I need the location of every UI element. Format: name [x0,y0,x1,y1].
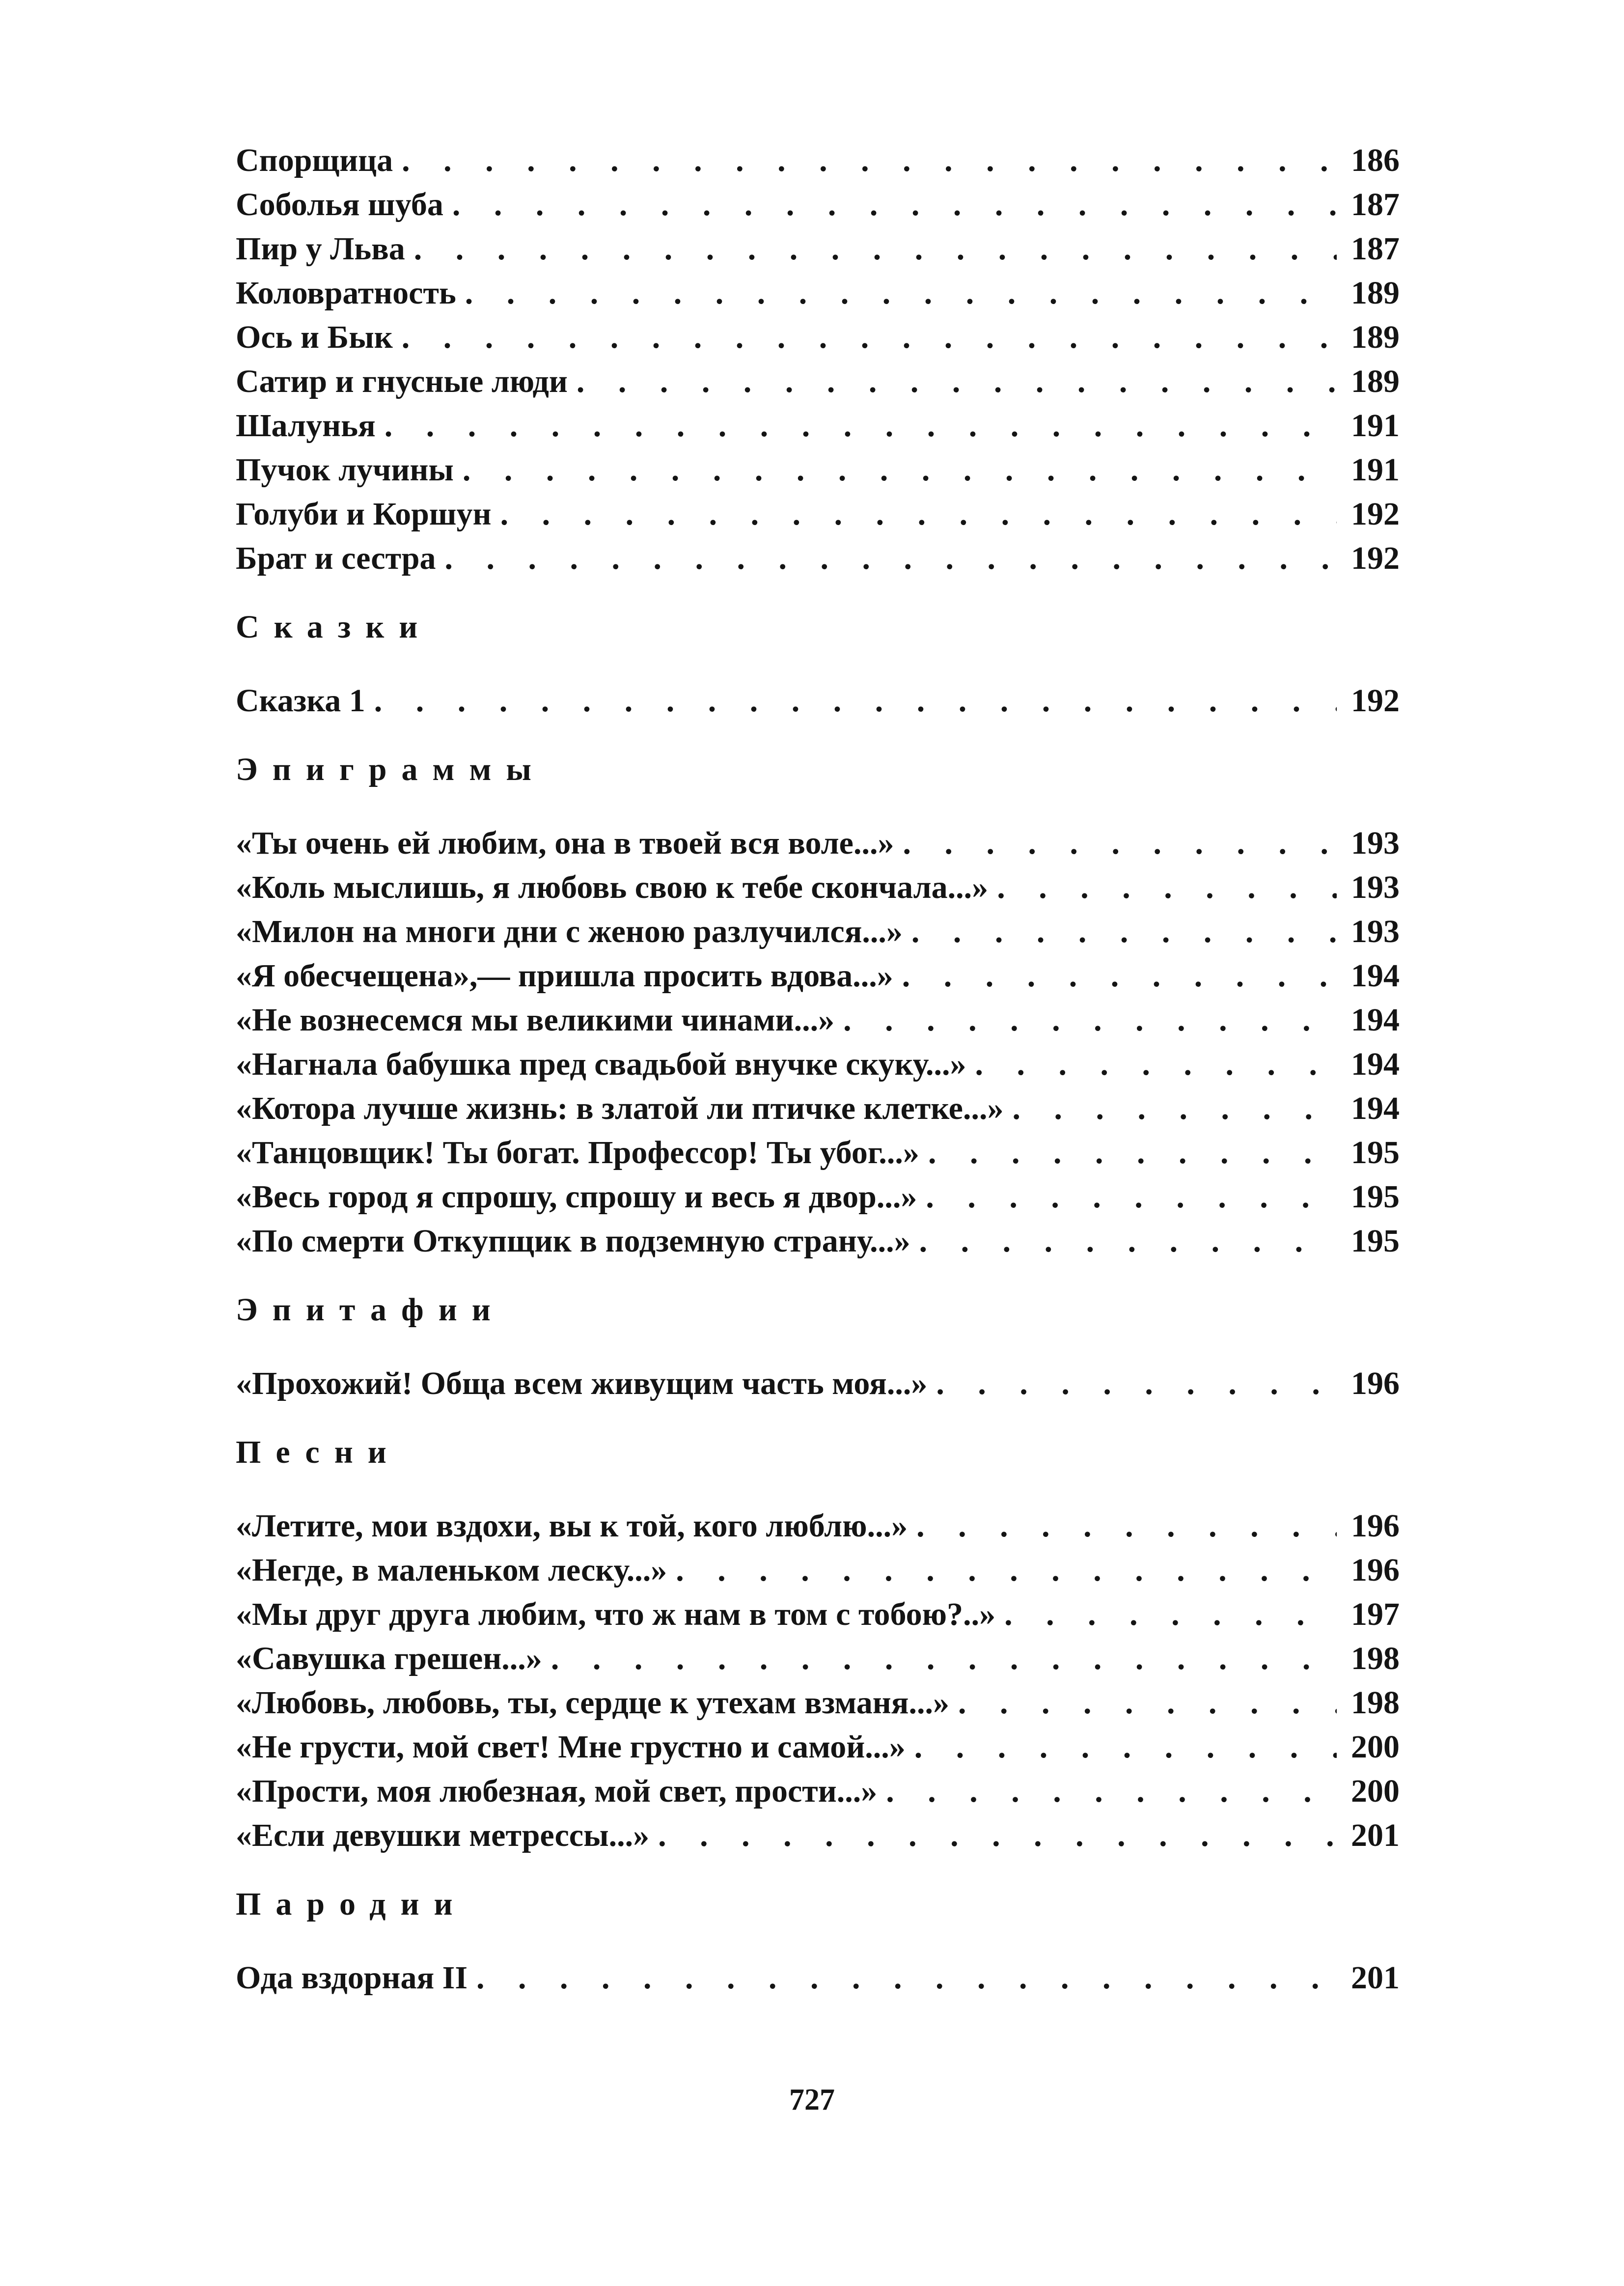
toc-section-epitafii [236,1288,1400,1406]
dot-leader [577,360,1337,404]
toc-entry [236,492,1400,536]
page-number: 727 [789,2083,835,2117]
dot-leader [911,910,1337,954]
toc-entry [236,360,1400,404]
toc-entry [236,1175,1400,1219]
table-of-contents [236,139,1400,2000]
toc-entry-title: «Нагнала бабушка пред свадьбой внучке скуку...» [236,1046,966,1082]
dot-leader [676,1548,1337,1592]
toc-entry [236,448,1400,492]
toc-entry-page: 196 [1351,1552,1400,1588]
toc-entry-page: 196 [1351,1508,1400,1544]
toc-entry-page: 189 [1351,319,1400,355]
toc-entry [236,1813,1400,1858]
toc-entry-page: 191 [1351,408,1400,444]
dot-leader [385,404,1337,448]
toc-entry-title: «Не грусти, мой свет! Мне грустно и самой...» [236,1729,906,1765]
toc-entry [236,536,1400,581]
toc-entry-page: 187 [1351,231,1400,267]
dot-leader [928,1131,1337,1175]
toc-entry-title: «Летите, мои вздохи, вы к той, кого люблю...» [236,1508,908,1544]
toc-section-epigrammy [236,748,1400,1263]
toc-entry-title: Ось и Бык [236,319,393,355]
toc-entry-title: Ода вздорная II [236,1960,468,1996]
toc-entry-title: Сказка 1 [236,683,365,719]
toc-entry [236,821,1400,865]
toc-entry [236,679,1400,723]
toc-entry-page: 189 [1351,363,1400,399]
dot-leader [500,492,1337,536]
dot-leader [1012,1087,1337,1131]
toc-entry-page: 198 [1351,1685,1400,1721]
toc-entry-title: «Савушка грешен...» [236,1641,542,1676]
toc-entry-title: «Коль мыслишь, я любовь свою к тебе скончала...» [236,869,989,905]
toc-entry-page: 201 [1351,1817,1400,1853]
toc-entry [236,1131,1400,1175]
toc-entry-page: 195 [1351,1223,1400,1259]
dot-leader [476,1956,1337,2000]
toc-entry-title: «По смерти Откупщик в подземную страну...» [236,1223,910,1259]
toc-entry-page: 193 [1351,914,1400,949]
toc-entry-page: 201 [1351,1960,1400,1996]
dot-leader [914,1725,1337,1769]
dot-leader [465,271,1337,315]
toc-entry [236,315,1400,360]
toc-entry-title: Брат и сестра [236,540,436,576]
toc-entry-page: 194 [1351,1046,1400,1082]
toc-entry-title: Соболья шуба [236,187,443,223]
toc-entry [236,183,1400,227]
dot-leader [903,821,1337,865]
dot-leader [414,227,1337,271]
toc-entry-page: 186 [1351,142,1400,178]
toc-entry [236,227,1400,271]
toc-entry [236,1548,1400,1592]
toc-entry-title: Голуби и Коршун [236,496,492,532]
toc-entry-title: Шалунья [236,408,376,444]
toc-entry [236,139,1400,183]
toc-entry-title: Коловратность [236,275,456,311]
toc-entry-title: «Мы друг друга любим, что ж нам в том с тобою?..» [236,1596,996,1632]
dot-leader [1004,1592,1337,1637]
toc-entry-page: 192 [1351,496,1400,532]
toc-entry-page: 194 [1351,1002,1400,1038]
toc-entry-page: 198 [1351,1641,1400,1676]
toc-entry [236,1725,1400,1769]
dot-leader [958,1681,1337,1725]
toc-entry-page: 189 [1351,275,1400,311]
dot-leader [997,865,1337,910]
dot-leader [926,1175,1337,1219]
section-heading: Пародии [236,1886,468,1922]
toc-entry-page: 194 [1351,958,1400,994]
toc-entry-page: 200 [1351,1773,1400,1809]
toc-entry-page: 191 [1351,452,1400,488]
toc-entry-title: «Не вознесемся мы великими чинами...» [236,1002,835,1038]
toc-entry [236,865,1400,910]
toc-entry [236,1362,1400,1406]
toc-section-pesni [236,1430,1400,1858]
toc-entry-page: 192 [1351,540,1400,576]
toc-entry [236,1504,1400,1548]
toc-entry-title: «Если девушки метрессы...» [236,1817,650,1853]
toc-entry-page: 187 [1351,187,1400,223]
dot-leader [916,1504,1337,1548]
toc-entry-title: Сатир и гнусные люди [236,363,568,399]
toc-entry-title: «Милон на многи дни с женою разлучился...» [236,914,903,949]
dot-leader [936,1362,1337,1406]
toc-entry-page: 193 [1351,825,1400,861]
toc-entry-title: «Прохожий! Обща всем живущим часть моя...» [236,1366,928,1401]
toc-entry [236,1219,1400,1263]
toc-section-continued [236,139,1400,581]
toc-entry-title: «Котора лучше жизнь: в златой ли птичке клетке...» [236,1090,1004,1126]
toc-entry [236,1042,1400,1087]
toc-entry-page: 195 [1351,1179,1400,1215]
dot-leader [402,139,1337,183]
dot-leader [843,998,1337,1042]
toc-entry-page: 195 [1351,1135,1400,1171]
toc-entry [236,1087,1400,1131]
toc-entry-title: «Танцовщик! Ты богат. Профессор! Ты убог...» [236,1135,919,1171]
toc-section-skazki [236,605,1400,723]
dot-leader [463,448,1337,492]
dot-leader [902,954,1337,998]
toc-entry-page: 193 [1351,869,1400,905]
toc-entry-title: «Весь город я спрошу, спрошу и весь я двор...» [236,1179,917,1215]
toc-entry [236,404,1400,448]
dot-leader [445,536,1337,581]
dot-leader [374,679,1337,723]
toc-entry-page: 192 [1351,683,1400,719]
dot-leader [402,315,1337,360]
dot-leader [452,183,1337,227]
section-heading: Эпиграммы [236,752,546,787]
section-heading: Эпитафии [236,1292,505,1328]
toc-entry [236,1956,1400,2000]
toc-entry [236,954,1400,998]
toc-entry-title: «Любовь, любовь, ты, сердце к утехам взманя...» [236,1685,949,1721]
toc-entry [236,1769,1400,1813]
toc-entry-title: «Негде, в маленьком леску...» [236,1552,667,1588]
dot-leader [551,1637,1337,1681]
toc-entry-page: 196 [1351,1366,1400,1401]
toc-entry [236,910,1400,954]
dot-leader [658,1813,1337,1858]
toc-entry [236,1681,1400,1725]
toc-entry [236,1592,1400,1637]
dot-leader [919,1219,1337,1263]
section-heading: Сказки [236,609,433,645]
dot-leader [886,1769,1337,1813]
toc-entry [236,998,1400,1042]
toc-entry-title: Спорщица [236,142,393,178]
toc-entry-title: «Ты очень ей любим, она в твоей вся воле...» [236,825,894,861]
dot-leader [975,1042,1337,1087]
section-heading: Песни [236,1434,401,1470]
toc-entry-title: «Прости, моя любезная, мой свет, прости...» [236,1773,878,1809]
toc-entry-page: 194 [1351,1090,1400,1126]
toc-entry [236,1637,1400,1681]
toc-entry [236,271,1400,315]
toc-entry-page: 197 [1351,1596,1400,1632]
toc-entry-page: 200 [1351,1729,1400,1765]
toc-section-parodii [236,1882,1400,2000]
toc-entry-title: «Я обесчещена»,— пришла просить вдова...» [236,958,893,994]
toc-entry-title: Пучок лучины [236,452,454,488]
toc-entry-title: Пир у Льва [236,231,405,267]
